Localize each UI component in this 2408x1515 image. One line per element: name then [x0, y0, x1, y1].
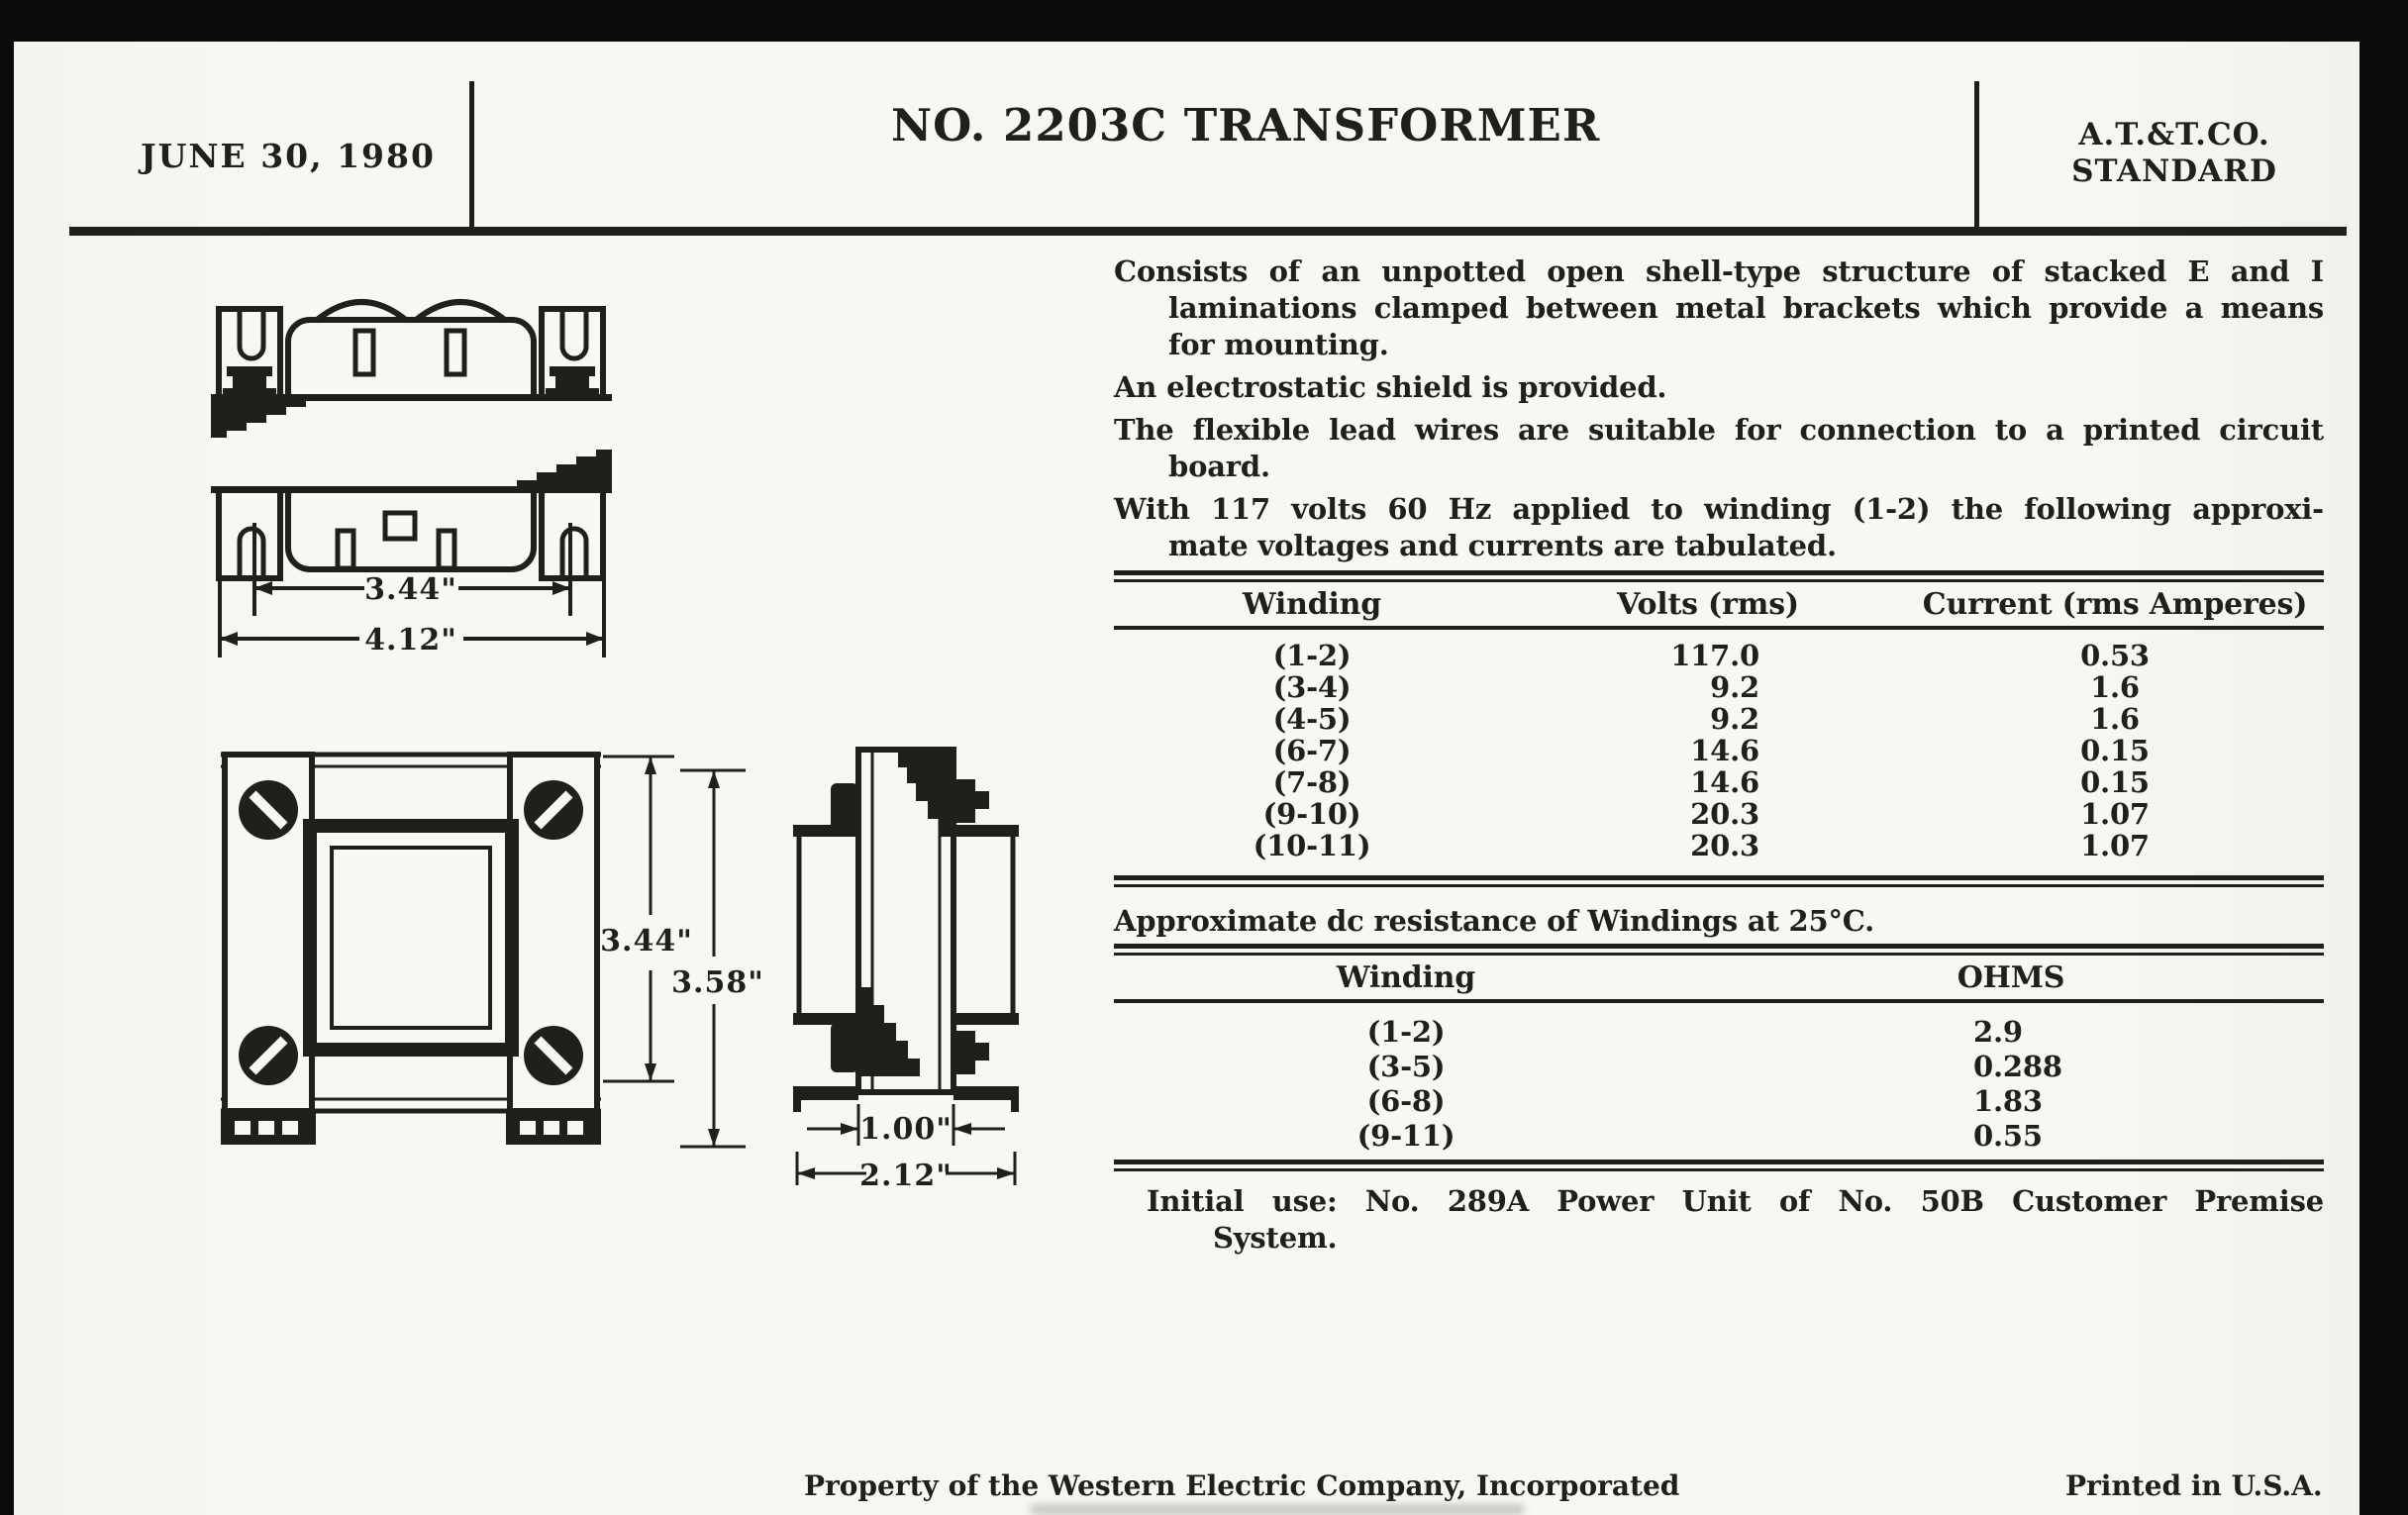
table-cell: 0.15 [2080, 765, 2150, 799]
paragraph-line: System. [1213, 1221, 1338, 1255]
footer-printed-in: Printed in U.S.A. [2065, 1469, 2323, 1502]
header-rule [69, 227, 2347, 236]
resistance-heading: Approximate dc resistance of Windings at 25°C. [1114, 904, 1875, 938]
top-view-dim-inner-label: 3.44" [364, 572, 457, 607]
table-row [1114, 1119, 2324, 1154]
table-cell: 20.3 [1690, 797, 1759, 831]
page-title: NO. 2203C TRANSFORMER [891, 99, 1601, 152]
org-standard: STANDARD [2071, 153, 2277, 189]
table-row [1114, 1050, 2324, 1084]
table-row [1114, 671, 2324, 703]
paragraph-shield [1114, 369, 2324, 406]
table-cell: (10-11) [1253, 829, 1371, 862]
table-row [1114, 703, 2324, 735]
table-row [1114, 1084, 2324, 1119]
front-view-dim-outer-label: 3.58" [671, 965, 764, 1000]
paragraph-line: With 117 volts 60 Hz applied to winding (1-2) the following approxi- [1114, 492, 2324, 526]
table-rule-top [1114, 570, 2324, 582]
table-cell: 9.2 [1710, 670, 1759, 704]
table-rule-top [1114, 944, 2324, 956]
column-header-winding: Winding [1336, 960, 1476, 995]
table-cell: 20.3 [1690, 829, 1759, 862]
resistance-table [1114, 944, 2324, 1171]
table-cell: 9.2 [1710, 702, 1759, 736]
paragraph-leads [1114, 412, 2324, 485]
voltage-table-body [1114, 630, 2324, 875]
mounting-feet [221, 1111, 601, 1145]
paragraph-line: for mounting. [1168, 328, 1389, 361]
front-view-dim-inner-label: 3.44" [600, 924, 693, 959]
resistance-table-body [1114, 1003, 2324, 1160]
table-cell: (1-2) [1272, 639, 1352, 672]
initial-use-note [1114, 1183, 2324, 1257]
paragraph-line: Initial use: No. 289A Power Unit of No. 50B Customer Premise [1147, 1184, 2324, 1218]
org-name: A.T.&T.CO. [2078, 117, 2270, 152]
table-row [1114, 640, 2324, 671]
paragraph-line: board. [1168, 450, 1270, 483]
table-row [1114, 830, 2324, 861]
table-row [1114, 735, 2324, 766]
top-view-drawing [211, 289, 612, 677]
lamination-band [211, 394, 612, 493]
side-view-drawing [767, 738, 1069, 1211]
table-cell: 1.07 [2080, 797, 2150, 831]
table-cell: (6-8) [1366, 1084, 1446, 1118]
table-row [1114, 1015, 2324, 1050]
table-cell: 1.6 [2090, 670, 2140, 704]
table-cell: 117.0 [1670, 639, 1759, 672]
paragraph-line: laminations clamped between metal brackets which provide a means [1168, 291, 2324, 325]
voltage-table [1114, 570, 2324, 887]
column-header-ohms: OHMS [1956, 960, 2065, 995]
paragraph-description [1114, 253, 2324, 363]
table-cell: (9-10) [1262, 797, 1361, 831]
table-rule-bottom [1114, 1160, 2324, 1171]
resistance-table-header-row [1114, 956, 2324, 999]
table-cell: 14.6 [1690, 765, 1759, 799]
table-cell: 0.288 [1973, 1050, 2062, 1083]
table-cell: 0.53 [2080, 639, 2150, 672]
table-cell: 0.55 [1973, 1119, 2043, 1153]
side-view-dim-outer-label: 2.12" [859, 1159, 953, 1193]
front-view-drawing [211, 741, 764, 1164]
table-cell: (3-4) [1272, 670, 1352, 704]
voltage-table-header-row [1114, 582, 2324, 626]
paragraph-test-conditions [1114, 491, 2324, 564]
paragraph-line: The flexible lead wires are suitable for connection to a printed circuit [1114, 413, 2324, 447]
table-rule-bottom [1114, 875, 2324, 887]
side-view-dim-inner-label: 1.00" [859, 1112, 953, 1147]
column-header-winding: Winding [1242, 587, 1382, 622]
header-divider-right [1974, 81, 1979, 228]
table-cell: (6-7) [1272, 734, 1352, 767]
table-cell: (7-8) [1272, 765, 1352, 799]
table-cell: 1.83 [1973, 1084, 2043, 1118]
table-cell: 1.07 [2080, 829, 2150, 862]
table-cell: (9-11) [1356, 1119, 1455, 1153]
content-column [1114, 253, 2324, 1262]
table-cell: 0.15 [2080, 734, 2150, 767]
table-cell: 14.6 [1690, 734, 1759, 767]
table-cell: (3-5) [1366, 1050, 1446, 1083]
header-divider-left [469, 81, 474, 228]
table-row [1114, 798, 2324, 830]
header-date: JUNE 30, 1980 [141, 137, 436, 175]
top-view-dim-outer-label: 4.12" [364, 623, 457, 657]
footer-property-notice: Property of the Western Electric Company, Incorporated [804, 1469, 1680, 1502]
paragraph-line: mate voltages and currents are tabulated. [1168, 529, 1837, 562]
scan-smudge [1030, 1504, 1525, 1515]
paragraph-line: An electrostatic shield is provided. [1114, 370, 1667, 404]
table-cell: 1.6 [2090, 702, 2140, 736]
table-cell: (4-5) [1272, 702, 1352, 736]
table-row [1114, 766, 2324, 798]
org-standard-label [2040, 117, 2309, 190]
table-cell: 2.9 [1973, 1015, 2023, 1049]
column-header-volts: Volts (rms) [1617, 587, 1799, 622]
paragraph-line: Consists of an unpotted open shell-type structure of stacked E and I [1114, 254, 2324, 288]
table-cell: (1-2) [1366, 1015, 1446, 1049]
column-header-current: Current (rms Amperes) [1922, 587, 2308, 622]
